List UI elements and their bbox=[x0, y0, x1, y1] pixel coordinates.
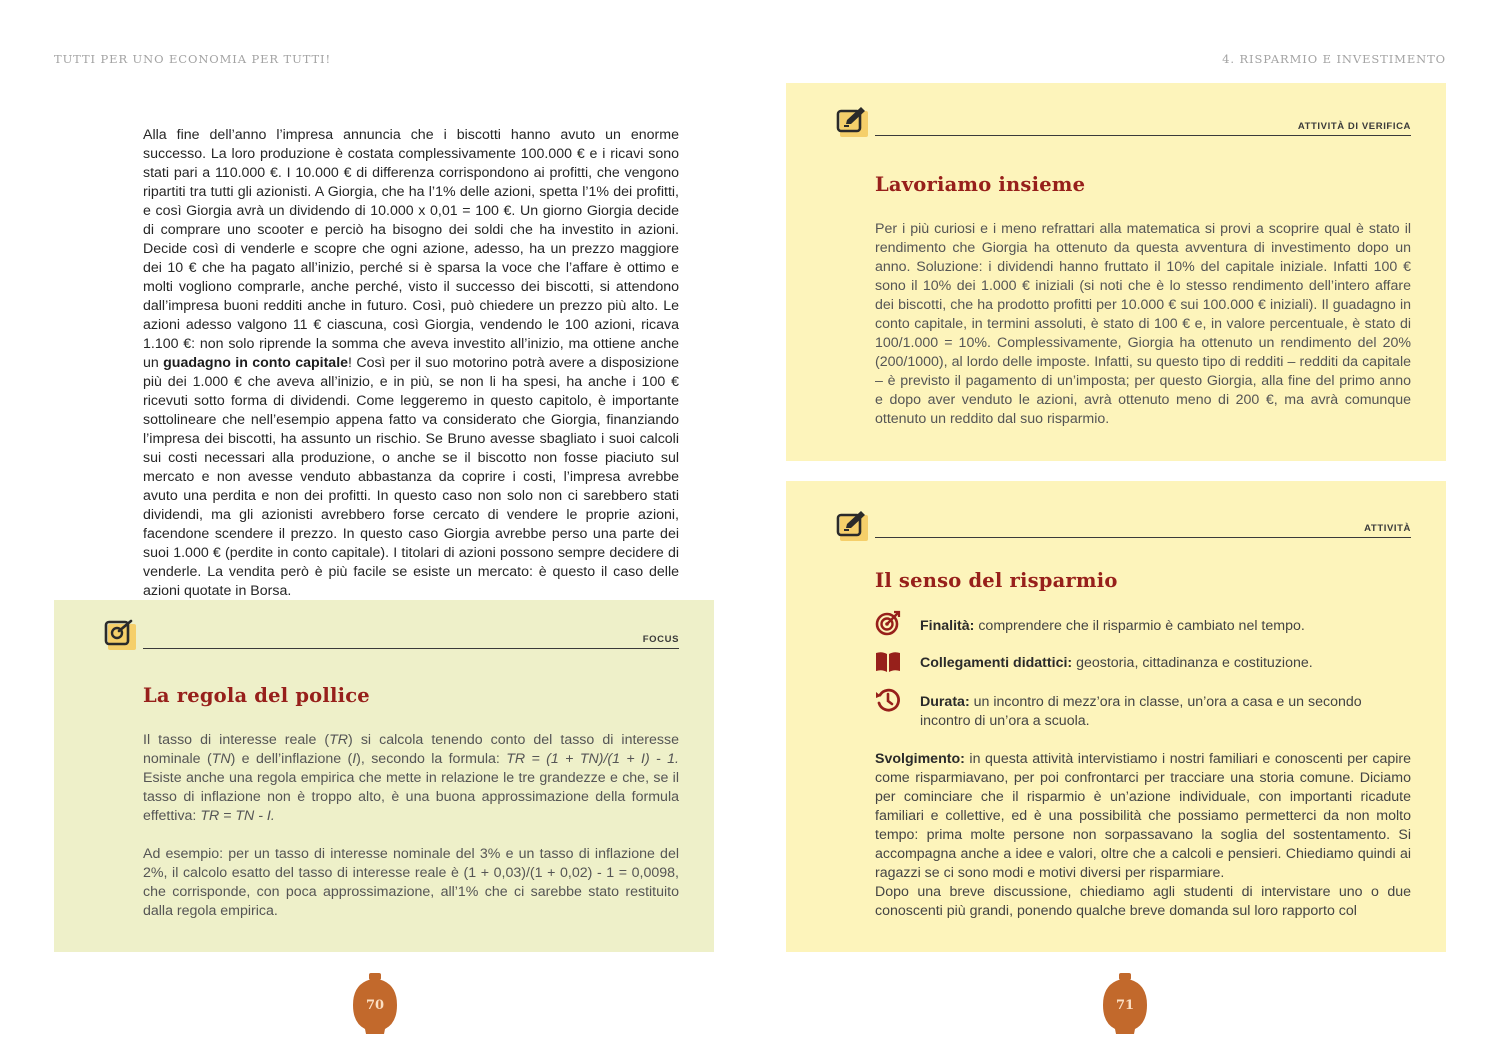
edit-icon bbox=[836, 509, 868, 541]
book-icon bbox=[875, 649, 901, 675]
focus-label: FOCUS bbox=[642, 634, 679, 645]
verifica-label: ATTIVITÀ DI VERIFICA bbox=[1297, 121, 1411, 132]
durata-text: Durata: un incontro di mezz’ora in classe, un’ora a casa e un secondo incontro di un’ora a scuola. bbox=[920, 694, 1362, 729]
body-text-part-1: Alla fine dell’anno l’impresa annuncia che i biscotti hanno avuto un enorme successo. La loro produzione è costata complessivamente 100.000 € e i ricavi sono stati pari a 110.000 €. I 10.000 € di differenza corrispondono ai profitti, che vengono ripartiti tra tutti gli azionisti. A Giorgia, che ha l’1% delle azioni, spetta l’1% dei profitti, e così Giorgia avrà un dividendo di 10.000 x 0,01 = 100 €. Un giorno Giorgia decide di comprare uno scooter e perciò ha bisogno dei soldi che ha investito in azioni. Decide così di venderle e scopre che ogni azione, adesso, ha un prezzo maggiore dei 10 € che ha pagato all’inizio, perché si è sparsa la voce che l’affare è ottimo e molti vogliono comprarle, anche perché, visto il successo dei biscotti, si attendono dall’impresa buoni redditi anche in futuro. Così, può chiedere un prezzo più alto. Le azioni adesso valgono 11 € ciascuna, così Giorgia, vendendo le 100 azioni, ricava 1.100 €: non solo riprende la somma che aveva investito all’inizio, ma ottiene anche un bbox=[143, 127, 679, 371]
page-number-left-text: 70 bbox=[365, 998, 385, 1013]
verifica-divider bbox=[875, 135, 1411, 136]
page-number-right bbox=[1102, 971, 1148, 1035]
running-head-right: 4. RISPARMIO E INVESTIMENTO bbox=[1222, 52, 1446, 66]
focus-paragraph-2: Ad esempio: per un tasso di interesse nominale del 3% e un tasso di inflazione del 2%, il calcolo esatto del tasso di interesse reale è (1 + 0,03)/(1 + 0,02) - 1 = 0,0098, che corrisponde, con poca approssimazione, all’1% che ci sarebbe stato restituito dalla regola empirica. bbox=[143, 846, 679, 919]
verifica-box bbox=[786, 83, 1446, 461]
target-icon bbox=[875, 610, 901, 636]
focus-target-icon bbox=[104, 618, 136, 650]
verifica-title: Lavoriamo insieme bbox=[875, 173, 1086, 196]
page-number-right-text: 71 bbox=[1115, 998, 1135, 1013]
body-text-bold: guadagno in conto capitale bbox=[163, 355, 349, 371]
attivita-label: ATTIVITÀ bbox=[1364, 523, 1411, 534]
main-body-text bbox=[143, 126, 679, 601]
focus-title: La regola del pollice bbox=[143, 684, 370, 707]
finalita-text: Finalità: comprendere che il risparmio è cambiato nel tempo. bbox=[920, 618, 1305, 634]
collegamenti-text: Collegamenti didattici: geostoria, cittadinanza e costituzione. bbox=[920, 655, 1313, 671]
focus-divider bbox=[143, 648, 679, 649]
svolgimento-text: Svolgimento: in questa attività intervistiamo i nostri familiari e conoscenti per capire come risparmiavano, per poi confrontarci per tracciare una storia comune. Diciamo per cominciare che il risparmio è un’azione individuale, con importanti ricadute familiari e collettive, ed è una possibilità che possiamo permetterci da non molto tempo: prima molte persone non sorpassavano la soglia del sostentamento. Si accompagna anche a idee e valori, oltre che a calcoli e pensieri. Chiediamo quindi ai ragazzi se ci sono modi e motivi diversi per risparmiare. Dopo una breve discussione, chiediamo agli studenti di intervistare uno o due conoscenti più grandi, ponendo qualche breve domanda sul loro rapporto col bbox=[875, 751, 1411, 919]
running-head-left: TUTTI PER UNO ECONOMIA PER TUTTI! bbox=[54, 52, 332, 66]
body-text-part-2: ! Così per il suo motorino potrà avere a disposizione più dei 1.000 € che aveva all’inizio, e in più, se non li ha spesi, ha anche i 100 € ricevuti sotto forma di dividendi. Come leggeremo in questo capitolo, è importante sottolineare che nell’esempio appena fatto va considerato che Giorgia, finanziando l’impresa dei biscotti, ha assunto un rischio. Se Bruno avesse sbagliato i suoi calcoli sui costi necessari alla produzione, o anche se il biscotto non fosse piaciuto sul mercato e non avesse venduto abbastanza da coprire i costi, l’impresa avrebbe avuto una perdita e non dei profitti. In questo caso non solo non ci sarebbero stati dividendi, ma gli azionisti avrebbero forse cercato di vendere le proprie azioni, facendone scendere il prezzo. In questo caso Giorgia avrebbe perso una parte dei suoi 1.000 € (perdite in conto capitale). I titolari di azioni possono sempre decidere di venderle. La vendita però è più facile se esiste un mercato: è questo il caso delle azioni quotate in Borsa. bbox=[143, 355, 679, 599]
attivita-title: Il senso del risparmio bbox=[875, 569, 1118, 592]
focus-text bbox=[143, 731, 679, 921]
focus-paragraph-1: Il tasso di interesse reale (TR) si calcola tenendo conto del tasso di interesse nominale (TN) e dell’inflazione (I), secondo la formula: TR = (1 + TN)/(1 + I) - 1. Esiste anche una regola empirica che mette in relazione le tre grandezze e che, se il tasso di inflazione non è troppo alto, è una buona approssimazione della formula effettiva: TR = TN - I. bbox=[143, 732, 679, 824]
page-number-left bbox=[352, 971, 398, 1035]
attivita-box bbox=[786, 481, 1446, 952]
attivita-divider bbox=[875, 537, 1411, 538]
focus-box bbox=[54, 600, 714, 952]
history-clock-icon bbox=[875, 687, 901, 713]
verifica-text: Per i più curiosi e i meno refrattari alla matematica si provi a scoprire qual è stato il rendimento che Giorgia ha ottenuto da questa avventura di investimento dopo un anno. Soluzione: i dividendi hanno fruttato il 10% del capitale iniziale. Infatti 100 € sono il 10% dei 1.000 € iniziali (si noti che è lo stesso rendimento dell’intero affare dei biscotti, che ha prodotto profitti per 10.000 € sui 100.000 € iniziali). Il guadagno in conto capitale, in termini assoluti, è stato di 100 € e, in valore percentuale, è stato di 100/1.000 = 10%. Complessivamente, Giorgia ha ottenuto un rendimento del 20% (200/1000), al lordo delle imposte. Infatti, su questo tipo di redditi – redditi da capitale – è previsto il pagamento di un’imposta; per questo Giorgia, alla fine del primo anno e dopo aver venduto le azioni, avrà ottenuto meno di 200 €, ma avrà comunque ottenuto un reddito dal suo risparmio. bbox=[875, 221, 1411, 427]
edit-icon bbox=[836, 105, 868, 137]
